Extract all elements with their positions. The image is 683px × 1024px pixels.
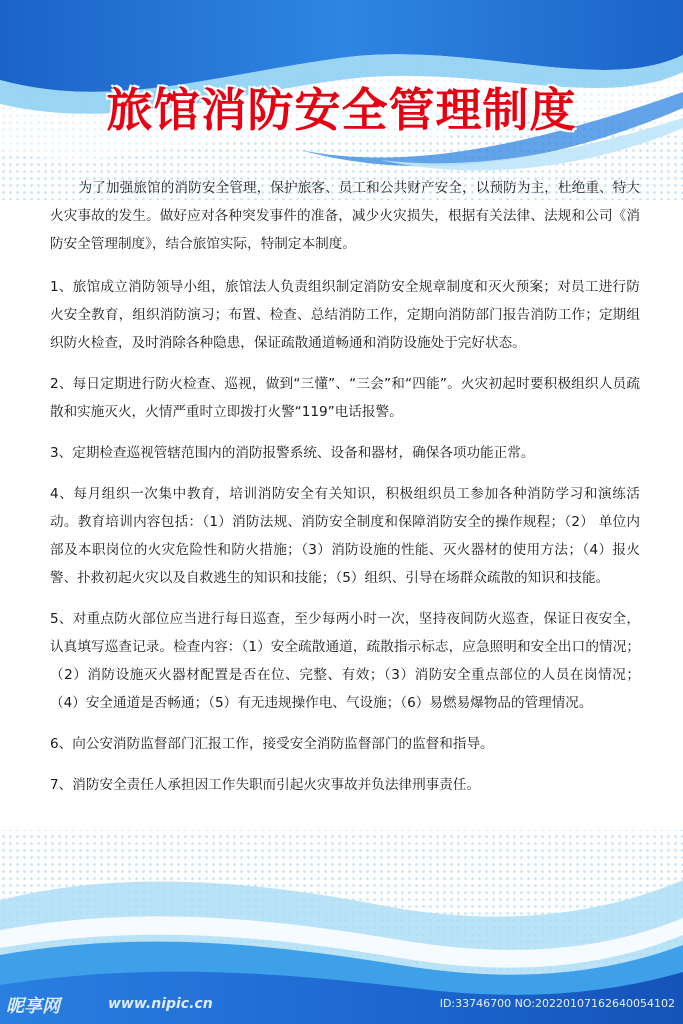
watermark-url: www.nipic.cn — [108, 996, 213, 1012]
watermark-logo: 昵享网 — [6, 996, 60, 1017]
rule-item-6: 6、向公安消防监督部门汇报工作，接受安全消防监督部门的监督和指导。 — [50, 736, 494, 752]
intro-paragraph: 为了加强旅馆的消防安全管理，保护旅客、员工和公共财产安全，以预防为主，杜绝重、特大火灾事故的发生。做好应对各种突发事件的准备，减少火灾损失，根据有关法律、法规和公司《消防安全管理制度》，结合旅馆实际，特制定本制度。 — [50, 180, 640, 252]
watermark-id: ID:33746700 NO:20220107162640054102 — [439, 997, 675, 1010]
rule-item-1: 1、旅馆成立消防领导小组，旅馆法人负责组织制定消防安全规章制度和灭火预案；对员工进行防火安全教育，组织消防演习；布置、检查、总结消防工作，定期向消防部门报告消防工作；定期组织防火检查，及时消除各种隐患，保证疏散通道畅通和消防设施处于完好状态。 — [50, 279, 640, 351]
content-body — [50, 174, 640, 812]
page-title: 旅馆消防安全管理制度 — [106, 83, 577, 137]
rule-item-2: 2、每日定期进行防火检查、巡视，做到“三懂”、“三会”和“四能”。火灾初起时要积极组织人员疏散和实施灭火，火情严重时立即拨打火警“119”电话报警。 — [50, 376, 640, 420]
rule-item-3: 3、定期检查巡视管辖范围内的消防报警系统、设备和器材，确保各项功能正常。 — [50, 445, 535, 461]
rule-item-7: 7、消防安全责任人承担因工作失职而引起火灾事故并负法律刑事责任。 — [50, 777, 481, 793]
rule-item-4: 4、每月组织一次集中教育，培训消防安全有关知识，积极组织员工参加各种消防学习和演练活动。教育培训内容包括：（1）消防法规、消防安全制度和保障消防安全的操作规程；（2） 单位内部及本职岗位的火灾危险性和防火措施；（3）消防设施的性能、灭火器材的使用方法；（4）报火警、扑救初起火灾以及自救逃生的知识和技能；（5）组织、引导在场群众疏散的知识和技能。 — [50, 486, 640, 586]
rule-item-5: 5、对重点防火部位应当进行每日巡查，至少每两小时一次，坚持夜间防火巡查，保证日夜安全，认真填写巡查记录。检查内容：（1）安全疏散通道，疏散指示标志，应急照明和安全出口的情况；（2）消防设施灭火器材配置是否在位、完整、有效；（3）消防安全重点部位的人员在岗情况；（4）安全通道是否畅通；（5）有无违规操作电、气设施；（6）易燃易爆物品的管理情况。 — [50, 611, 640, 711]
